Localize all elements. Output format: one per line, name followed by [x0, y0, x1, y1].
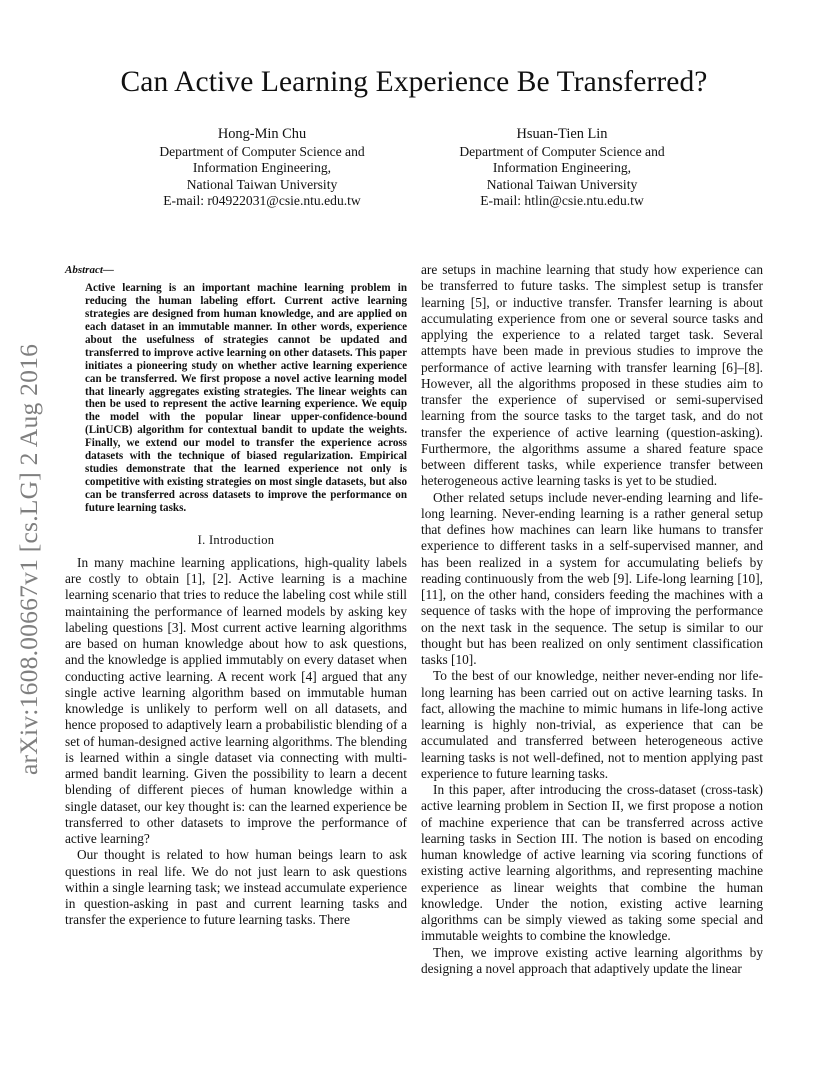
body-paragraph: Then, we improve existing active learning algorithms by designing a novel approach that adaptively update the linear	[421, 944, 763, 976]
author-affiliation: Information Engineering,	[492, 160, 632, 176]
body-paragraph: are setups in machine learning that study how experience can be transferred to future tasks. The simplest setup is transfer learning [5], or inductive transfer. Transfer learning is about accumulating experience from one or several source tasks and applying the experience to a related target task. Several attempts have been made in previous studies to improve the performance of active learning with transfer learning [6]–[8]. However, all the algorithms proposed in these studies aim to transfer the experience of supervised or semi-supervised learning from the source tasks to the target task, and do not transfer the experience of active learning (question-asking). Furthermore, the algorithms assume a shared feature space between different tasks, while experience transfer between heterogeneous active learning tasks is yet to be studied.	[421, 262, 763, 489]
author-affiliation: Information Engineering,	[192, 160, 332, 176]
author-affiliation: Department of Computer Science and	[159, 143, 365, 159]
left-column	[65, 262, 407, 929]
author-name: Hsuan-Tien Lin	[516, 126, 608, 142]
body-paragraph: Our thought is related to how human beings learn to ask questions in real life. We do not just learn to ask questions within a single learning task; we instead accumulate experience in question-asking in past and current learning tasks and transfer the experience to future learning tasks. There	[65, 847, 407, 928]
author-block-1	[112, 126, 412, 210]
section-heading-text: I. Introduction	[197, 532, 275, 547]
author-email: E-mail: htlin@csie.ntu.edu.tw	[480, 193, 644, 209]
abstract-label: Abstract—	[65, 264, 114, 276]
abstract-text: Active learning is an important machine learning problem in reducing the human labeling effort. Current active learning strategies are designed from human knowledge, and are applied on each dataset in an immutable manner. In other words, experience about the usefulness of strategies cannot be updated and transferred to improve active learning on other datasets. This paper initiates a pioneering study on whether active learning experience can be transferred. We first propose a novel active learning model that linearly aggregates existing strategies. The linear weights can then be used to represent the active learning experience. We equip the model with the popular linear upper-confidence-bound (LinUCB) algorithm for contextual bandit to update the weights. Finally, we extend our model to transfer the experience across datasets with the technique of biased regularization. Empirical studies demonstrate that the learned experience not only is competitive with existing strategies on most single datasets, but also can be transferred across datasets to improve the performance on future learning tasks.	[85, 282, 407, 514]
body-paragraph: In many machine learning applications, high-quality labels are costly to obtain [1], [2]. Active learning is a machine learning scenario that tries to reduce the labeling cost while still maintaining the performance of learned models by asking key labeling questions [3]. Most current active learning algorithms are based on human knowledge about how to ask questions, and the knowledge is applied immutably on every dataset when conducting active learning. A recent work [4] argued that any single active learning algorithm based on immutable human knowledge is unlikely to perform well on all datasets, and hence proposed to adaptively learn a probabilistic blending of a set of human-designed active learning algorithms. The blending is learned within a single dataset via connecting with multi-armed bandit learning. Given the possibility to learn a decent blending of different pieces of human knowledge within a single dataset, our key thought is: can the learned experience be transferred to other datasets to improve the performance of active learning?	[65, 554, 407, 847]
author-name: Hong-Min Chu	[217, 126, 307, 142]
page-title: Can Active Learning Experience Be Transferred?	[120, 66, 708, 98]
author-email: E-mail: r04922031@csie.ntu.edu.tw	[163, 193, 361, 209]
author-affiliation: Department of Computer Science and	[459, 143, 665, 159]
author-university: National Taiwan University	[486, 176, 638, 192]
right-column	[421, 262, 763, 977]
body-paragraph: In this paper, after introducing the cross-dataset (cross-task) active learning problem in Section II, we first propose a notion of machine experience that can be transferred across active learning tasks in Section III. The notion is based on encoding human knowledge of active learning via scoring functions of existing active learning algorithms, and representing machine experience as linear weights that combine the human knowledge. Under the notion, existing active learning algorithms can be simply viewed as taking some special and immutable weights to combine the knowledge.	[421, 782, 763, 944]
author-block-2	[412, 126, 712, 210]
section-heading	[65, 532, 407, 548]
author-university: National Taiwan University	[186, 176, 338, 192]
body-paragraph: To the best of our knowledge, neither never-ending nor life-long learning has been carried out on active learning tasks. In fact, allowing the machine to mimic humans in life-long active learning is highly non-trivial, as experience that can be accumulated and transferred between heterogeneous active learning tasks is not well-defined, not to mention applying past experience to future learning tasks.	[421, 668, 763, 781]
arxiv-stamp: arXiv:1608.00667v1 [cs.LG] 2 Aug 2016	[14, 343, 43, 775]
body-paragraph: Other related setups include never-ending learning and life-long learning. Never-ending learning is a rather general setup that defines how machines can learn like humans to transfer experience to different tasks in a self-supervised manner, and has been realized in a system for accumulating beliefs by reading continuously from the web [9]. Life-long learning [10], [11], on the other hand, considers feeding the machines with a sequence of tasks with the hope of improving the performance on the next task in the sequence. The setup is similar to our thought but has been realized on only sentiment classification tasks [10].	[421, 489, 763, 667]
